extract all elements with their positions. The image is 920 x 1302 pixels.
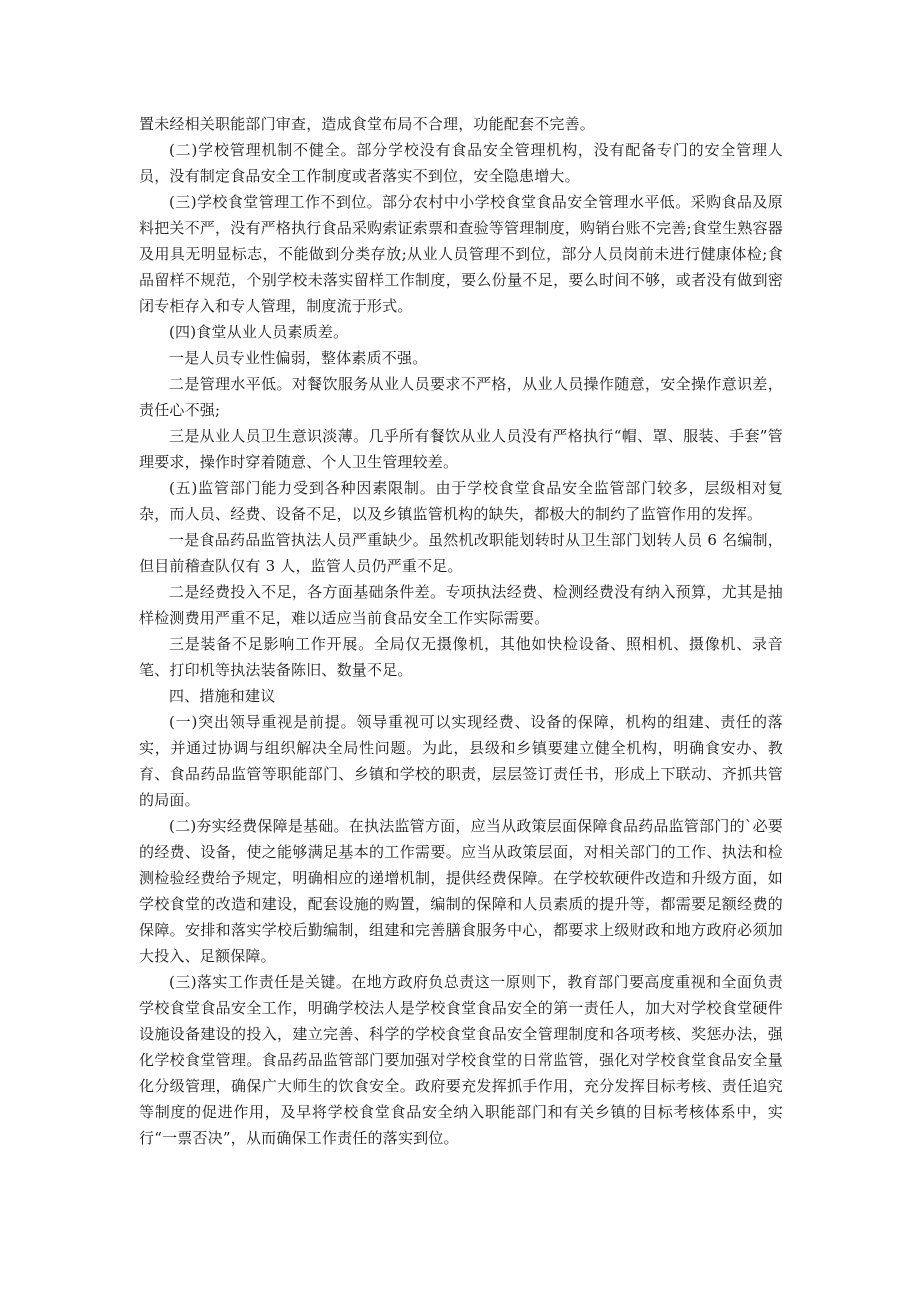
- paragraph-8: 一是食品药品监管执法人员严重缺少。虽然机改职能划转时从卫生部门划转人员 6 名编制，但目前稽查队仅有 3 人，监管人员仍严重不足。: [139, 531, 783, 575]
- paragraph-1: (二)学校管理机制不健全。部分学校没有食品安全管理机构，没有配备专门的安全管理人员，没有制定食品安全工作制度或者落实不到位，安全隐患增大。: [139, 141, 783, 185]
- paragraph-0: 置未经相关职能部门审查，造成食堂布局不合理，功能配套不完善。: [139, 115, 596, 133]
- paragraph-7: (五)监管部门能力受到各种因素限制。由于学校食堂食品安全监管部门较多，层级相对复杂，而人员、经费、设备不足，以及乡镇监管机构的缺失，都极大的制约了监管作用的发挥。: [139, 479, 783, 523]
- paragraph-9: 二是经费投入不足，各方面基础条件差。专项执法经费、检测经费没有纳入预算，尤其是抽样检测费用严重不足，难以适应当前食品安全工作实际需要。: [139, 583, 783, 627]
- paragraph-3: (四)食堂从业人员素质差。: [169, 323, 349, 341]
- paragraph-6: 三是从业人员卫生意识淡薄。几乎所有餐饮从业人员没有严格执行“帽、罩、服装、手套”管理要求，操作时穿着随意、个人卫生管理较差。: [139, 427, 783, 471]
- paragraph-5: 二是管理水平低。对餐饮服务从业人员要求不严格，从业人员操作随意，安全操作意识差，责任心不强;: [139, 375, 783, 419]
- paragraph-12: (一)突出领导重视是前提。领导重视可以实现经费、设备的保障，机构的组建、责任的落实，并通过协调与组织解决全局性问题。为此，县级和乡镇要建立健全机构，明确食安办、教育、食品药品监管等职能部门、乡镇和学校的职责，层层签订责任书，形成上下联动、齐抓共管的局面。: [139, 713, 783, 809]
- paragraph-2: (三)学校食堂管理工作不到位。部分农村中小学校食堂食品安全管理水平低。采购食品及原料把关不严，没有严格执行食品采购索证索票和查验等管理制度，购销台账不完善;食堂生熟容器及用具无明显标志，不能做到分类存放;从业人员管理不到位，部分人员岗前未进行健康体检;食品留样不规范，个别学校未落实留样工作制度，要么份量不足，要么时间不够，或者没有做到密闭专柜存入和专人管理，制度流于形式。: [139, 193, 783, 315]
- paragraph-4: 一是人员专业性偏弱，整体素质不强。: [169, 349, 428, 367]
- paragraph-13: (二)夯实经费保障是基础。在执法监管方面，应当从政策层面保障食品药品监管部门的`必要的经费、设备，使之能够满足基本的工作需要。应当从政策层面，对相关部门的工作、执法和检测检验经费给予规定，明确相应的递增机制，提供经费保障。在学校软硬件改造和升级方面，如学校食堂的改造和建设，配套设施的购置，编制的保障和人员素质的提升等，都需要足额经费的保障。安排和落实学校后勤编制，组建和完善膳食服务中心，都要求上级财政和地方政府必须加大投入、足额保障。: [139, 817, 783, 965]
- document-body: [139, 111, 783, 1151]
- paragraph-10: 三是装备不足影响工作开展。全局仅无摄像机，其他如快检设备、照相机、摄像机、录音笔、打印机等执法装备陈旧、数量不足。: [139, 635, 783, 679]
- section-heading-measures: 四、措施和建议: [169, 687, 276, 705]
- paragraph-14: (三)落实工作责任是关键。在地方政府负总责这一原则下，教育部门要高度重视和全面负责学校食堂食品安全工作，明确学校法人是学校食堂食品安全的第一责任人，加大对学校食堂硬件设施设备建设的投入，建立完善、科学的学校食堂食品安全管理制度和各项考核、奖惩办法，强化学校食堂管理。食品药品监管部门要加强对学校食堂的日常监管，强化对学校食堂食品安全量化分级管理，确保广大师生的饮食安全。政府要充发挥抓手作用，充分发挥目标考核、责任追究等制度的促进作用，及早将学校食堂食品安全纳入职能部门和有关乡镇的目标考核体系中，实行“一票否决”，从而确保工作责任的落实到位。: [139, 973, 783, 1147]
